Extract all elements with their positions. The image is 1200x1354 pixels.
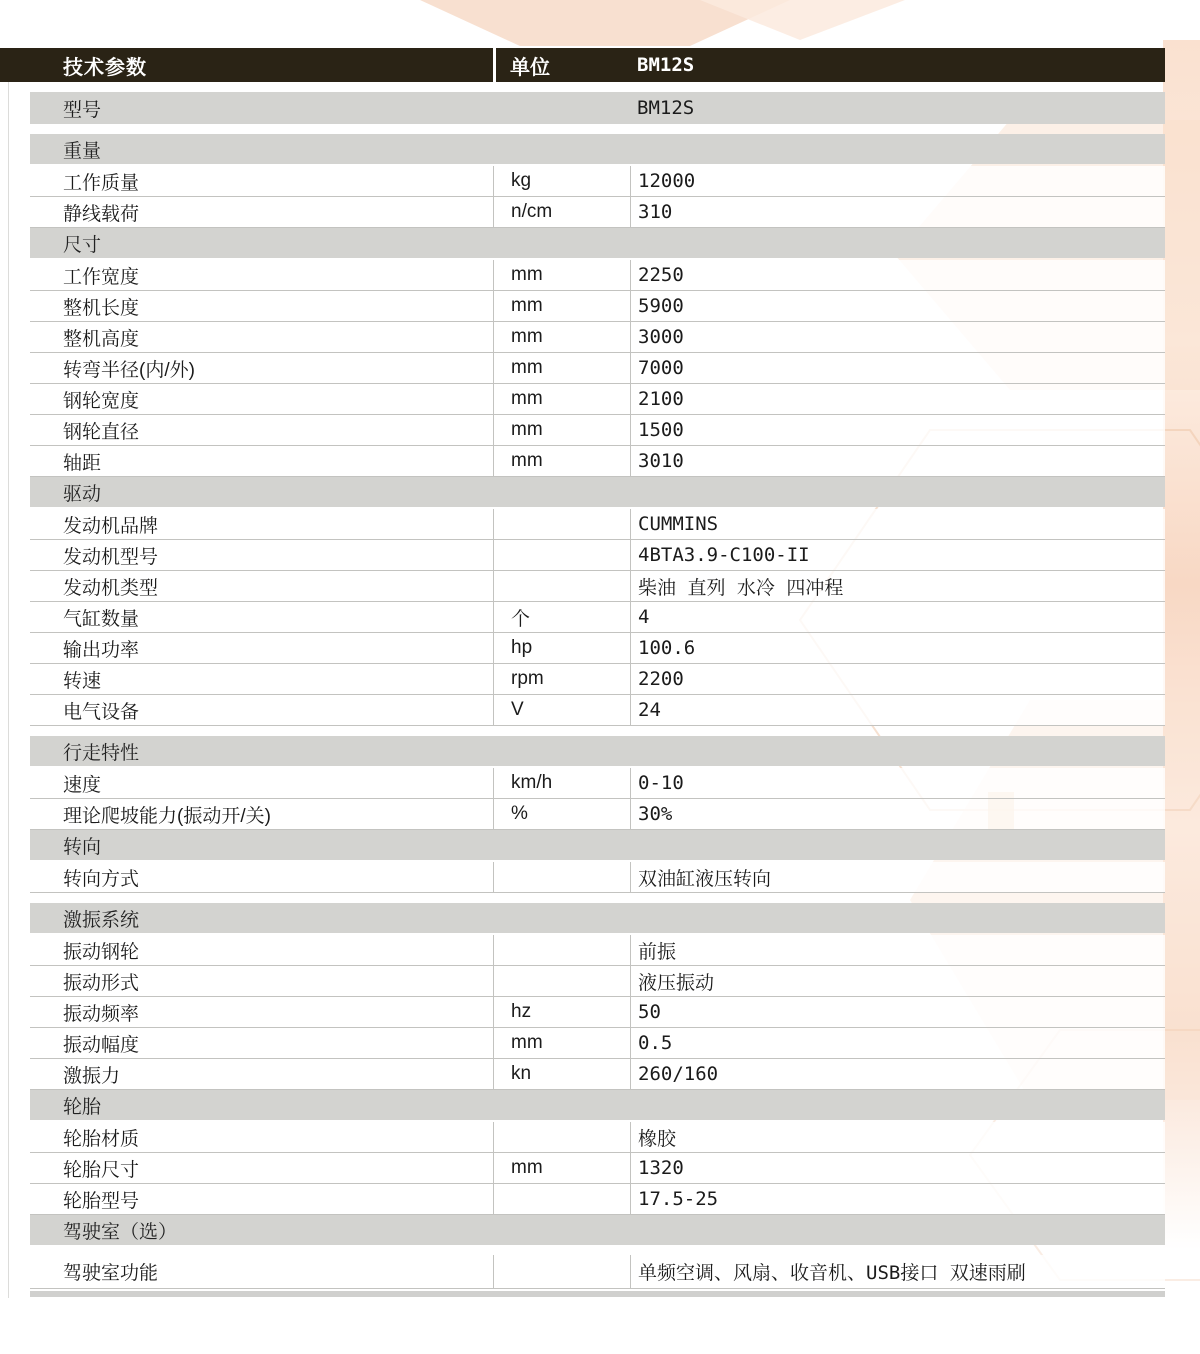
param-name: 静线载荷 (63, 203, 140, 225)
spec-row (30, 966, 1165, 997)
spec-row (30, 384, 1165, 415)
param-unit (493, 1122, 630, 1152)
param-name: 型号 (63, 99, 102, 121)
param-value: 柴油 直列 水冷 四冲程 (630, 571, 1165, 601)
param-value: 单频空调、风扇、收音机、USB接口 双速雨刷 (630, 1255, 1165, 1288)
param-value: 30% (630, 799, 1165, 829)
spec-row (30, 695, 1165, 726)
spec-row (30, 166, 1165, 197)
section-label: 驱动 (63, 483, 102, 505)
param-value: 2200 (630, 664, 1165, 694)
param-value: 1320 (630, 1153, 1165, 1183)
param-name: 转速 (63, 670, 102, 692)
param-unit: 个 (493, 602, 630, 632)
spec-row (30, 291, 1165, 322)
param-value: 4 (630, 602, 1165, 632)
param-unit (493, 966, 630, 996)
param-value: 2250 (630, 260, 1165, 290)
spec-row (30, 1122, 1165, 1153)
param-name: 电气设备 (63, 701, 140, 723)
section-label: 行走特性 (63, 742, 140, 764)
param-value: 双油缸液压转向 (630, 862, 1165, 892)
table-bottom-bar (30, 1291, 1165, 1297)
section-row (30, 477, 1165, 507)
param-name: 转向方式 (63, 868, 140, 890)
param-name: 整机高度 (63, 328, 140, 350)
param-unit (493, 1184, 630, 1214)
param-value: 24 (630, 695, 1165, 725)
spec-row (30, 935, 1165, 966)
param-name: 钢轮宽度 (63, 390, 140, 412)
param-name: 振动形式 (63, 972, 140, 994)
param-value: 50 (630, 997, 1165, 1027)
param-unit: hp (493, 633, 630, 663)
spec-row (30, 997, 1165, 1028)
param-value: 前振 (630, 935, 1165, 965)
spec-row (30, 509, 1165, 540)
spec-row (30, 768, 1165, 799)
param-name: 振动频率 (63, 1003, 140, 1025)
section-label: 转向 (63, 836, 102, 858)
param-name: 速度 (63, 774, 102, 796)
param-unit (493, 540, 630, 570)
param-name: 发动机品牌 (63, 515, 159, 537)
param-unit (493, 1255, 630, 1288)
section-label: 激振系统 (63, 909, 140, 931)
model-column-header: BM12S (637, 54, 695, 76)
unit-column-header: 单位 (493, 48, 630, 82)
param-unit: mm (493, 446, 630, 476)
param-value: 1500 (630, 415, 1165, 445)
section-label: 尺寸 (63, 234, 102, 256)
param-name: 输出功率 (63, 639, 140, 661)
spec-row (30, 1153, 1165, 1184)
section-row (30, 736, 1165, 766)
section-row (30, 830, 1165, 860)
param-unit (493, 509, 630, 539)
param-unit: mm (493, 384, 630, 414)
spec-row (30, 540, 1165, 571)
param-value: 310 (630, 197, 1165, 227)
param-value: BM12S (637, 97, 695, 119)
param-value: 2100 (630, 384, 1165, 414)
spec-row (30, 322, 1165, 353)
param-name: 振动幅度 (63, 1034, 140, 1056)
param-unit (493, 92, 630, 124)
spec-row (30, 446, 1165, 477)
param-unit: kg (493, 166, 630, 196)
param-value: 3000 (630, 322, 1165, 352)
param-value: 4BTA3.9-C100-II (630, 540, 1165, 570)
param-name: 轴距 (63, 452, 102, 474)
param-value: 0.5 (630, 1028, 1165, 1058)
param-unit: mm (493, 260, 630, 290)
section-label: 驾驶室（选） (63, 1221, 178, 1243)
param-name: 轮胎型号 (63, 1190, 140, 1212)
param-unit (493, 862, 630, 892)
section-label: 重量 (63, 140, 102, 162)
spec-row (30, 415, 1165, 446)
param-value: CUMMINS (630, 509, 1165, 539)
spec-row (30, 862, 1165, 893)
param-value: 0-10 (630, 768, 1165, 798)
param-name: 振动钢轮 (63, 941, 140, 963)
param-value: 3010 (630, 446, 1165, 476)
section-row (30, 903, 1165, 933)
param-name: 理论爬坡能力(振动开/关) (63, 805, 271, 827)
param-name: 发动机类型 (63, 577, 159, 599)
spec-row (30, 602, 1165, 633)
param-name: 轮胎尺寸 (63, 1159, 140, 1181)
param-unit: mm (493, 415, 630, 445)
spec-row (30, 260, 1165, 291)
spec-row (30, 664, 1165, 695)
spec-row (30, 92, 1165, 124)
param-unit: n/cm (493, 197, 630, 227)
param-unit: km/h (493, 768, 630, 798)
spec-row (30, 1028, 1165, 1059)
param-name: 工作宽度 (63, 266, 140, 288)
spec-row (30, 1255, 1165, 1289)
param-value: 液压振动 (630, 966, 1165, 996)
spec-table (0, 48, 1165, 1297)
param-unit: mm (493, 353, 630, 383)
spec-row (30, 799, 1165, 830)
param-name: 整机长度 (63, 297, 140, 319)
spec-row (30, 633, 1165, 664)
section-row (30, 228, 1165, 258)
param-name: 转弯半径(内/外) (63, 359, 195, 381)
section-row (30, 134, 1165, 164)
param-unit: % (493, 799, 630, 829)
param-value: 7000 (630, 353, 1165, 383)
param-name: 轮胎材质 (63, 1128, 140, 1150)
spec-row (30, 1059, 1165, 1090)
param-unit: mm (493, 1028, 630, 1058)
param-unit: mm (493, 291, 630, 321)
param-unit: hz (493, 997, 630, 1027)
table-header-row (0, 48, 1165, 82)
table-body (30, 92, 1165, 1289)
spec-row (30, 197, 1165, 228)
spec-row (30, 353, 1165, 384)
param-unit: V (493, 695, 630, 725)
param-value: 100.6 (630, 633, 1165, 663)
table-title: 技术参数 (63, 56, 147, 79)
param-name: 发动机型号 (63, 546, 159, 568)
param-name: 钢轮直径 (63, 421, 140, 443)
param-unit: rpm (493, 664, 630, 694)
param-name: 激振力 (63, 1065, 121, 1087)
param-unit (493, 571, 630, 601)
param-name: 驾驶室功能 (63, 1263, 159, 1284)
param-unit: kn (493, 1059, 630, 1089)
param-value: 260/160 (630, 1059, 1165, 1089)
section-row (30, 1090, 1165, 1120)
param-unit (493, 935, 630, 965)
param-name: 工作质量 (63, 172, 140, 194)
section-label: 轮胎 (63, 1096, 102, 1118)
param-value: 橡胶 (630, 1122, 1165, 1152)
section-row (30, 1215, 1165, 1245)
param-value: 12000 (630, 166, 1165, 196)
spec-row (30, 571, 1165, 602)
param-name: 气缸数量 (63, 608, 140, 630)
spec-row (30, 1184, 1165, 1215)
param-unit: mm (493, 1153, 630, 1183)
param-value: 5900 (630, 291, 1165, 321)
param-value: 17.5-25 (630, 1184, 1165, 1214)
param-unit: mm (493, 322, 630, 352)
